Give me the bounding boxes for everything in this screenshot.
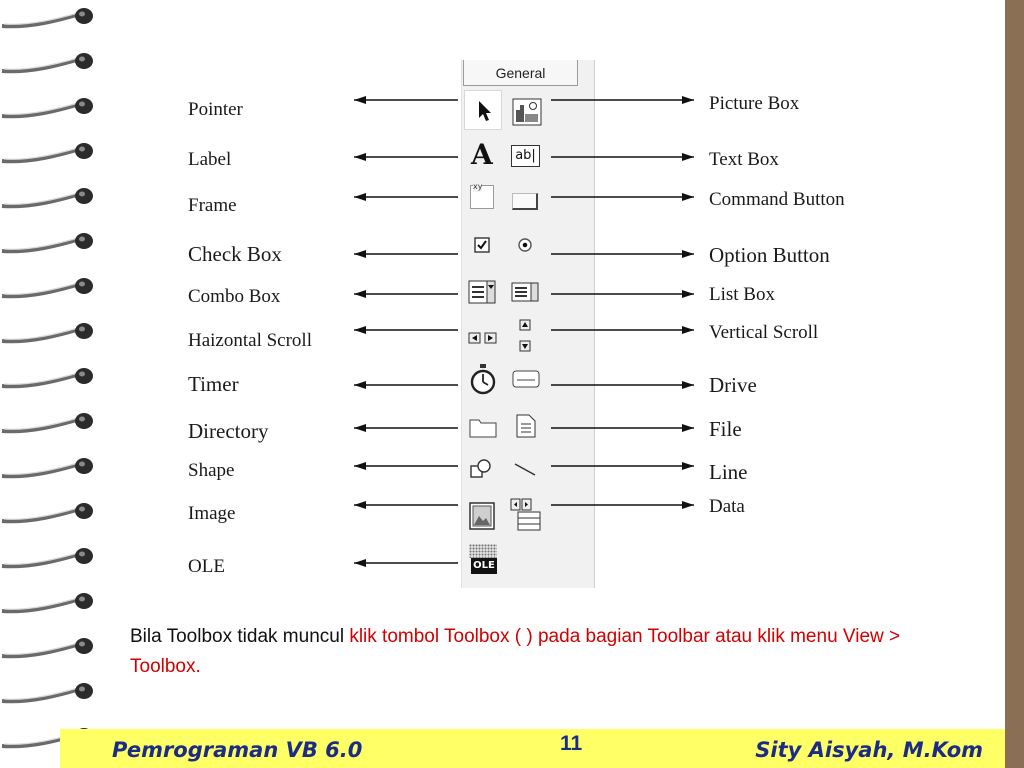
left-arrow-2-head: [354, 193, 366, 201]
left-arrow-10-head: [354, 559, 366, 567]
label-image: Image: [188, 503, 236, 524]
label-horizontal-scroll: Haizontal Scroll: [188, 330, 312, 351]
right-arrow-3-head: [682, 250, 694, 258]
label-list-box: List Box: [709, 284, 775, 305]
right-arrow-1-head: [682, 153, 694, 161]
label-ole: OLE: [188, 556, 225, 577]
label-pointer: Pointer: [188, 99, 243, 120]
footer-bar: [60, 729, 1005, 768]
text-box-icon[interactable]: ab|: [511, 145, 540, 167]
label-shape: Shape: [188, 460, 235, 481]
label-file: File: [709, 417, 742, 441]
footer-page-number: 11: [560, 732, 583, 755]
right-arrow-2-head: [682, 193, 694, 201]
label-option-button: Option Button: [709, 243, 830, 267]
label-icon[interactable]: A: [471, 138, 493, 171]
footer-author: Sity Aisyah, M.Kom: [755, 738, 983, 762]
label-drive: Drive: [709, 373, 757, 397]
right-arrow-7-head: [682, 424, 694, 432]
label-timer: Timer: [188, 372, 239, 396]
footer-course-title: Pemrograman VB 6.0: [112, 738, 363, 762]
left-arrow-4-head: [354, 290, 366, 298]
left-arrow-0-head: [354, 96, 366, 104]
label-picture-box: Picture Box: [709, 93, 800, 114]
label-label: Label: [188, 149, 232, 170]
right-arrow-5-head: [682, 326, 694, 334]
left-arrow-5-head: [354, 326, 366, 334]
note-black-text: Bila Toolbox tidak muncul: [130, 626, 350, 647]
right-arrow-6-head: [682, 381, 694, 389]
label-line: Line: [709, 460, 748, 484]
left-arrow-9-head: [354, 501, 366, 509]
instruction-note: [130, 622, 960, 682]
label-combo-box: Combo Box: [188, 286, 281, 307]
label-check-box: Check Box: [188, 242, 282, 266]
right-arrow-4-head: [682, 290, 694, 298]
note-red-text: klik tombol Toolbox ( ) pada bagian Toolbar atau klik menu View > Toolbox.: [130, 626, 901, 677]
label-directory: Directory: [188, 419, 269, 443]
left-arrow-7-head: [354, 424, 366, 432]
left-arrow-1-head: [354, 153, 366, 161]
left-arrow-8-head: [354, 462, 366, 470]
label-data: Data: [709, 496, 745, 517]
right-arrow-0-head: [682, 96, 694, 104]
label-command-button: Command Button: [709, 189, 845, 210]
toolbox-general-tab[interactable]: General: [463, 60, 578, 86]
label-frame: Frame: [188, 195, 237, 216]
ole-badge: OLE: [471, 558, 497, 574]
label-vertical-scroll: Vertical Scroll: [709, 322, 819, 343]
right-arrow-9-head: [682, 501, 694, 509]
label-text-box: Text Box: [709, 149, 779, 170]
left-arrow-6-head: [354, 381, 366, 389]
frame-caption: xy: [473, 182, 483, 191]
left-arrow-3-head: [354, 250, 366, 258]
right-arrow-8-head: [682, 462, 694, 470]
